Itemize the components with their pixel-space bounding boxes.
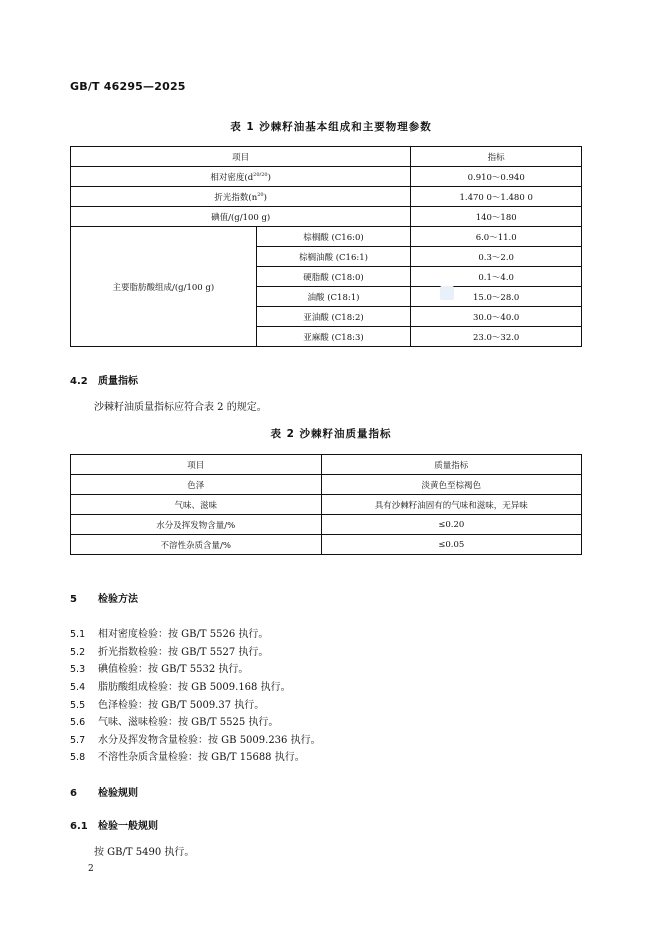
item-text: 水分及挥发物含量检验：按 GB 5009.236 执行。 xyxy=(98,735,321,746)
table-row xyxy=(71,515,582,535)
table-row xyxy=(71,187,582,207)
table2-header-item: 项目 xyxy=(71,455,322,475)
table1-row-item xyxy=(71,167,411,187)
table2-row-item: 不溶性杂质含量/% xyxy=(71,535,322,555)
table2-header-value: 质量指标 xyxy=(321,455,582,475)
section-number: 5 xyxy=(70,594,77,605)
table1-row-item xyxy=(71,187,411,207)
section-title: 检验一般规则 xyxy=(98,821,158,832)
table2 xyxy=(70,454,582,555)
fatty-acid-name: 棕榈酸 (C16:0) xyxy=(256,227,411,247)
table-row xyxy=(71,535,582,555)
table1-row-value: 0.910～0.940 xyxy=(411,167,582,187)
item-number: 5.6 xyxy=(70,717,86,728)
section-5-heading xyxy=(70,590,138,605)
fatty-acid-name: 亚油酸 (C18:2) xyxy=(256,307,411,327)
table-row xyxy=(71,227,582,247)
item-number: 5.4 xyxy=(70,682,86,693)
table-row xyxy=(71,207,582,227)
item-text: 折光指数检验：按 GB/T 5527 执行。 xyxy=(98,647,269,658)
item-text: 碘值检验：按 GB/T 5532 执行。 xyxy=(98,664,249,675)
table1-header-value: 指标 xyxy=(411,147,582,167)
section-4-2-heading xyxy=(70,372,138,387)
section-4-2-text: 沙棘籽油质量指标应符合表 2 的规定。 xyxy=(94,402,267,413)
list-item xyxy=(70,643,268,658)
list-item xyxy=(70,713,278,728)
watermark-mark xyxy=(440,286,454,300)
section-6-1-text: 按 GB/T 5490 执行。 xyxy=(94,847,195,858)
table1-header-row xyxy=(71,147,582,167)
section-number: 6.1 xyxy=(70,821,88,832)
section-title: 检验规则 xyxy=(98,788,138,799)
table1-row-item-sup: 20/20 xyxy=(253,171,268,178)
fatty-acid-name: 油酸 (C18:1) xyxy=(256,287,411,307)
list-item xyxy=(70,748,305,763)
item-text: 气味、滋味检验：按 GB/T 5525 执行。 xyxy=(98,717,279,728)
item-number: 5.7 xyxy=(70,735,86,746)
standard-number: GB/T 46295—2025 xyxy=(70,80,186,93)
table2-row-value: ≤0.20 xyxy=(321,515,582,535)
table1-row-item-text: 相对密度(d xyxy=(210,172,254,183)
table-row xyxy=(71,167,582,187)
table2-row-item: 色泽 xyxy=(71,475,322,495)
table2-row-item: 水分及挥发物含量/% xyxy=(71,515,322,535)
item-number: 5.2 xyxy=(70,647,86,658)
fatty-acid-name: 棕榈油酸 (C16:1) xyxy=(256,247,411,267)
section-number: 6 xyxy=(70,788,77,799)
section-6-heading xyxy=(70,784,138,799)
item-number: 5.3 xyxy=(70,664,86,675)
table1-row-item: 碘值/(g/100 g) xyxy=(71,207,411,227)
item-text: 不溶性杂质含量检验：按 GB/T 15688 执行。 xyxy=(98,752,305,763)
fatty-acid-value: 23.0～32.0 xyxy=(411,327,582,347)
item-number: 5.5 xyxy=(70,700,86,711)
list-item xyxy=(70,731,321,746)
fatty-acid-value: 0.3～2.0 xyxy=(411,247,582,267)
table1-row-item-sup: 20 xyxy=(257,191,264,198)
list-item xyxy=(70,678,291,693)
table2-row-item: 气味、滋味 xyxy=(71,495,322,515)
list-item xyxy=(70,696,264,711)
table1-group-label: 主要脂肪酸组成/(g/100 g) xyxy=(71,227,257,347)
item-number: 5.8 xyxy=(70,752,86,763)
section-title: 检验方法 xyxy=(98,594,138,605)
table2-row-value: ≤0.05 xyxy=(321,535,582,555)
table2-caption: 表 2 沙棘籽油质量指标 xyxy=(270,428,392,440)
table2-header-row xyxy=(71,455,582,475)
fatty-acid-value: 0.1～4.0 xyxy=(411,267,582,287)
item-number: 5.1 xyxy=(70,629,86,640)
table-row xyxy=(71,475,582,495)
page-number: 2 xyxy=(88,864,94,874)
fatty-acid-name: 硬脂酸 (C18:0) xyxy=(256,267,411,287)
fatty-acid-name: 亚麻酸 (C18:3) xyxy=(256,327,411,347)
fatty-acid-value: 6.0～11.0 xyxy=(411,227,582,247)
table2-row-value: 具有沙棘籽油固有的气味和滋味，无异味 xyxy=(321,495,582,515)
item-text: 相对密度检验：按 GB/T 5526 执行。 xyxy=(98,629,269,640)
table1-caption: 表 1 沙棘籽油基本组成和主要物理参数 xyxy=(230,121,432,133)
section-number: 4.2 xyxy=(70,376,88,387)
table1 xyxy=(70,146,582,347)
table1-row-value: 1.470 0～1.480 0 xyxy=(411,187,582,207)
table-row xyxy=(71,495,582,515)
list-item xyxy=(70,625,268,640)
fatty-acid-value: 15.0～28.0 xyxy=(411,287,582,307)
item-text: 脂肪酸组成检验：按 GB 5009.168 执行。 xyxy=(98,682,291,693)
table1-row-value: 140～180 xyxy=(411,207,582,227)
table1-row-item-text: 折光指数(n xyxy=(214,192,258,203)
item-text: 色泽检验：按 GB/T 5009.37 执行。 xyxy=(98,700,265,711)
fatty-acid-value: 30.0～40.0 xyxy=(411,307,582,327)
table1-row-item-tail: ) xyxy=(267,172,271,183)
section-6-1-heading xyxy=(70,817,158,832)
table2-row-value: 淡黄色至棕褐色 xyxy=(321,475,582,495)
table1-row-item-tail: ) xyxy=(263,192,267,203)
table1-header-item: 项目 xyxy=(71,147,411,167)
list-item xyxy=(70,660,248,675)
section-title: 质量指标 xyxy=(98,376,138,387)
